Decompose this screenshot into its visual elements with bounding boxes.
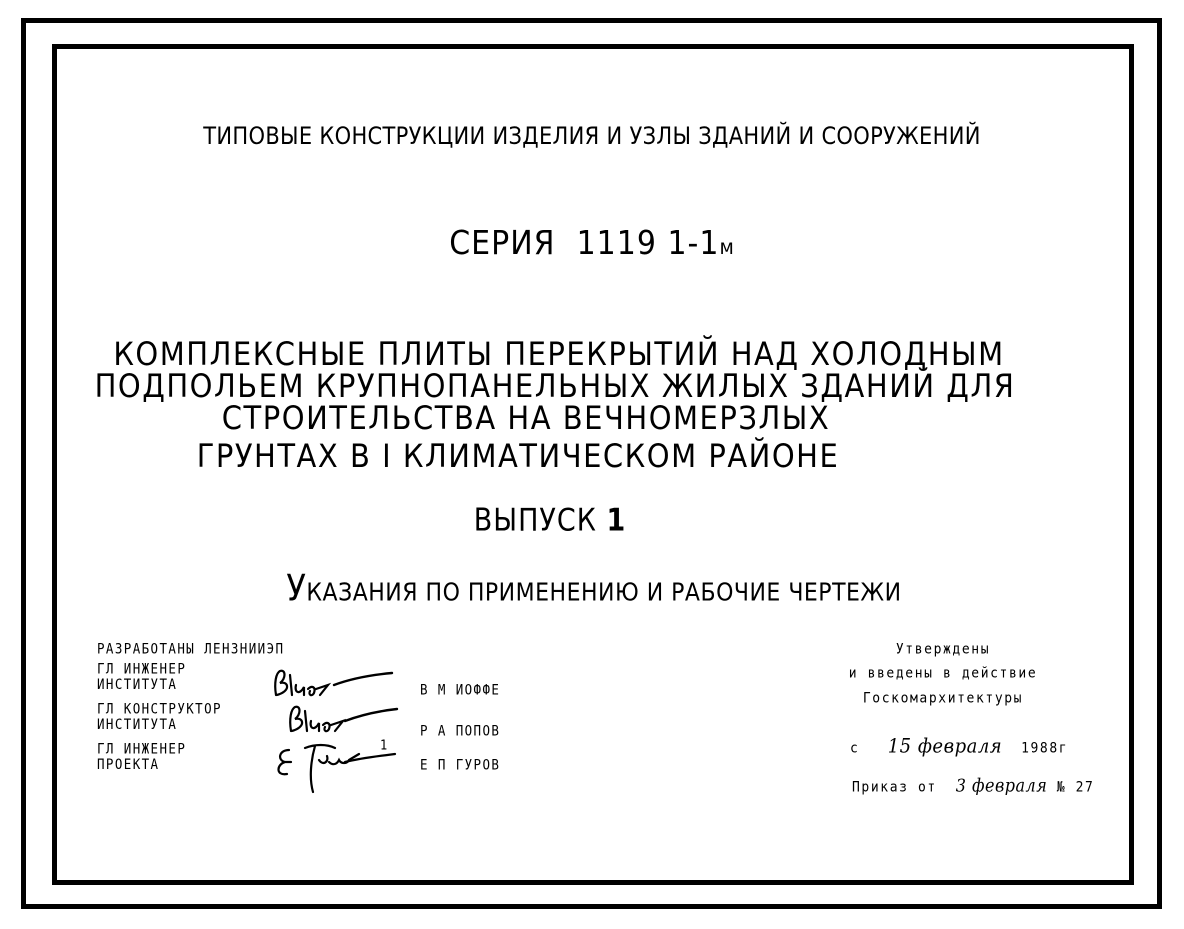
approval-line-2: и введены в действие xyxy=(848,665,1038,682)
developer-1-role-line2: ИНСТИТУТА xyxy=(97,675,178,693)
approval-date xyxy=(850,735,1068,758)
developer-2-role-line2: ИНСТИТУТА xyxy=(97,715,178,733)
subtitle-first-letter: У xyxy=(286,566,307,610)
issue-number: 1 xyxy=(606,502,627,539)
series-title xyxy=(0,224,1184,263)
subtitle-rest: КАЗАНИЯ ПО ПРИМЕНЕНИЮ И РАБОЧИЕ ЧЕРТЕЖИ xyxy=(306,578,902,608)
approval-order-prefix: Приказ от xyxy=(852,779,937,796)
header-text: ТИПОВЫЕ КОНСТРУКЦИИ ИЗДЕЛИЯ И УЗЛЫ ЗДАНИЙ И СООРУЖЕНИЙ xyxy=(203,122,981,150)
signature-mark: 1 xyxy=(380,737,389,753)
subtitle xyxy=(2,566,1184,610)
signature-2 xyxy=(285,703,405,741)
document-title-line-1: КОМПЛЕКСНЫЕ ПЛИТЫ ПЕРЕКРЫТИЙ НАД ХОЛОДНЫМ xyxy=(113,335,1005,373)
signature-1 xyxy=(270,665,400,705)
approval-date-handwritten: 15 февраля xyxy=(887,734,1003,759)
developer-3-role-line2: ПРОЕКТА xyxy=(97,755,160,773)
series-label: СЕРИЯ xyxy=(449,224,556,263)
developer-2-role xyxy=(97,702,222,733)
document-title-line-4: ГРУНТАХ В I КЛИМАТИЧЕСКОМ РАЙОНЕ xyxy=(196,437,840,475)
series-number: 1119 1-1 xyxy=(576,224,720,263)
document-title-line-2: ПОДПОЛЬЕМ КРУПНОПАНЕЛЬНЫХ ЖИЛЫХ ЗДАНИЙ ДЛЯ xyxy=(94,367,1016,405)
approval-order xyxy=(852,775,1095,796)
approval-year: 1988г xyxy=(1021,740,1069,757)
developer-2-role-line1: ГЛ КОНСТРУКТОР xyxy=(97,700,222,717)
approval-order-date-handwritten: 3 февраля xyxy=(955,775,1048,796)
approval-line-1: Утверждены xyxy=(895,641,991,658)
approval-order-number: № 27 xyxy=(1056,779,1095,796)
developer-1-role xyxy=(97,662,186,693)
developer-1-name: В М ИОФФЕ xyxy=(420,681,501,698)
approval-date-prefix: с xyxy=(850,740,860,757)
issue-label: ВЫПУСК xyxy=(473,502,597,539)
series-suffix: м xyxy=(719,235,735,260)
developer-3-role-line1: ГЛ ИНЖЕНЕР xyxy=(97,740,187,757)
developer-3-name: Е П ГУРОВ xyxy=(420,756,501,773)
developer-1-role-line1: ГЛ ИНЖЕНЕР xyxy=(97,660,187,677)
approval-line-3: Госкомархитектуры xyxy=(862,690,1024,707)
issue-title xyxy=(0,503,1142,539)
developer-2-name: Р А ПОПОВ xyxy=(420,722,501,739)
developer-3-role xyxy=(97,742,186,773)
document-title-line-3: СТРОИТЕЛЬСТВА НА ВЕЧНОМЕРЗЛЫХ xyxy=(221,399,831,437)
developers-title: РАЗРАБОТАНЫ ЛЕНЗНИИЭП xyxy=(97,640,285,657)
